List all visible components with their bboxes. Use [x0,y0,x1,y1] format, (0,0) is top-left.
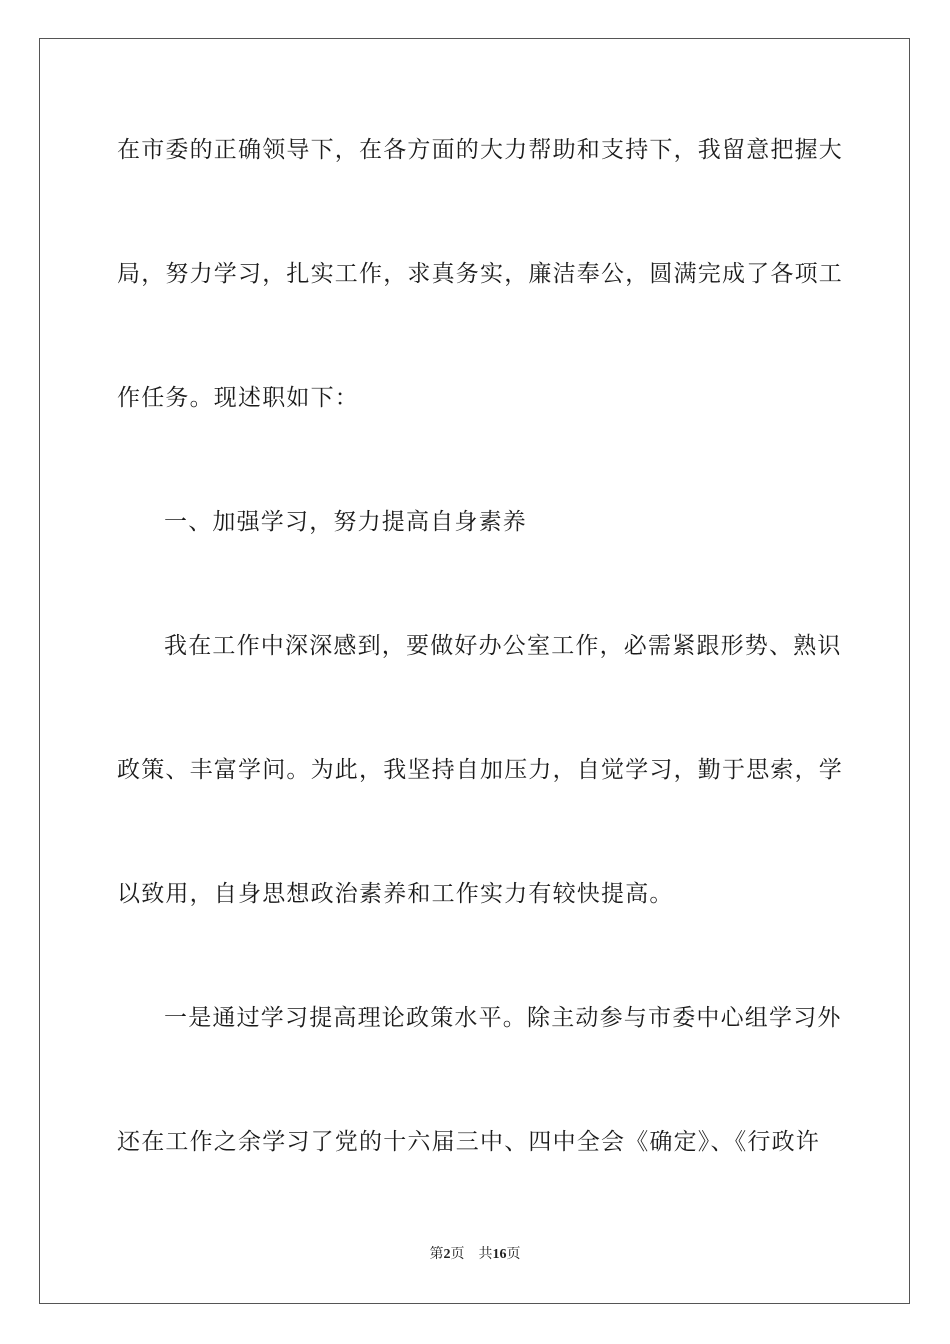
total-prefix: 共 [478,1247,493,1262]
body-text-line: 还在工作之余学习了党的十六届三中、四中全会《确定》、《行政许 [117,1129,820,1155]
body-text-line: 我在工作中深深感到，要做好办公室工作，必需紧跟形势、熟识 [164,633,842,659]
body-text-line: 作任务。现述职如下： [117,385,359,411]
page-prefix: 第 [429,1247,444,1262]
page-footer [0,1245,950,1265]
total-pages: 16 [492,1247,507,1262]
body-text-line: 局，努力学习，扎实工作，求真务实，廉洁奉公，圆满完成了各项工 [117,261,843,287]
body-text-line: 以致用，自身思想政治素养和工作实力有较快提高。 [117,881,674,907]
page-frame [39,38,910,1304]
page-number: 2 [443,1247,451,1262]
page-suffix: 页 [450,1247,465,1262]
section-heading: 一、加强学习，努力提高自身素养 [164,509,527,535]
body-text-line: 政策、丰富学问。为此，我坚持自加压力，自觉学习，勤于思索，学 [117,757,843,783]
body-text-line: 在市委的正确领导下，在各方面的大力帮助和支持下，我留意把握大 [117,137,843,163]
total-suffix: 页 [506,1247,521,1262]
body-text-line: 一是通过学习提高理论政策水平。除主动参与市委中心组学习外 [164,1005,842,1031]
